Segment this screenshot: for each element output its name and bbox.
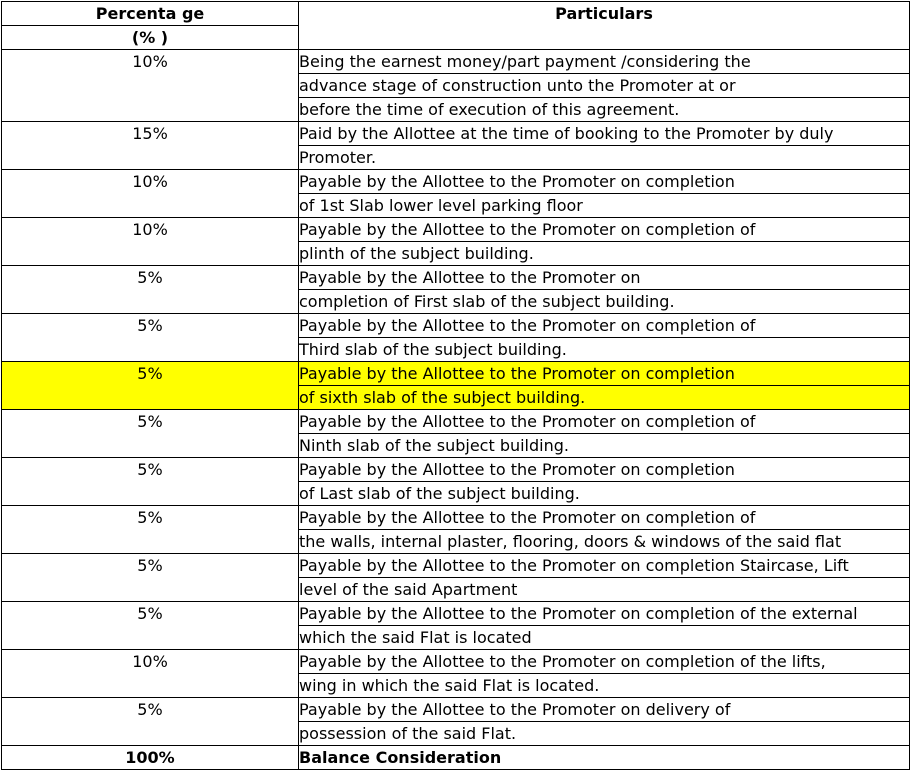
particulars-line: Payable by the Allottee to the Promoter on completion of bbox=[299, 506, 910, 530]
table-row bbox=[2, 266, 910, 290]
total-percentage: 100% bbox=[2, 746, 299, 770]
particulars-line: Payable by the Allottee to the Promoter on bbox=[299, 266, 910, 290]
particulars-line: Payable by the Allottee to the Promoter on completion of bbox=[299, 410, 910, 434]
percentage-cell: 10% bbox=[2, 650, 299, 698]
particulars-line: Payable by the Allottee to the Promoter on completion of the lifts, bbox=[299, 650, 910, 674]
particulars-line: Payable by the Allottee to the Promoter on completion bbox=[299, 458, 910, 482]
particulars-line: Payable by the Allottee to the Promoter on completion bbox=[299, 362, 910, 386]
table-row bbox=[2, 650, 910, 674]
table-row bbox=[2, 122, 910, 146]
table-row bbox=[2, 50, 910, 74]
particulars-line: Being the earnest money/part payment /considering the bbox=[299, 50, 910, 74]
particulars-line: Payable by the Allottee to the Promoter on completion of the external bbox=[299, 602, 910, 626]
particulars-line: Third slab of the subject building. bbox=[299, 338, 910, 362]
table-row bbox=[2, 314, 910, 338]
particulars-line: Payable by the Allottee to the Promoter on completion of bbox=[299, 218, 910, 242]
particulars-line: the walls, internal plaster, flooring, doors & windows of the said flat bbox=[299, 530, 910, 554]
particulars-line: Promoter. bbox=[299, 146, 910, 170]
particulars-line: Ninth slab of the subject building. bbox=[299, 434, 910, 458]
particulars-line: Payable by the Allottee to the Promoter on delivery of bbox=[299, 698, 910, 722]
particulars-line: which the said Flat is located bbox=[299, 626, 910, 650]
percentage-cell: 5% bbox=[2, 362, 299, 410]
percentage-cell: 15% bbox=[2, 122, 299, 170]
particulars-line: plinth of the subject building. bbox=[299, 242, 910, 266]
percentage-header-unit: (% ) bbox=[2, 26, 299, 50]
header-row bbox=[2, 2, 910, 26]
particulars-line: of sixth slab of the subject building. bbox=[299, 386, 910, 410]
percentage-cell: 5% bbox=[2, 554, 299, 602]
table-row bbox=[2, 218, 910, 242]
table-row bbox=[2, 170, 910, 194]
payment-schedule-table bbox=[1, 1, 910, 770]
particulars-line: of Last slab of the subject building. bbox=[299, 482, 910, 506]
table-row bbox=[2, 698, 910, 722]
particulars-line: Payable by the Allottee to the Promoter on completion Staircase, Lift bbox=[299, 554, 910, 578]
percentage-cell: 5% bbox=[2, 458, 299, 506]
particulars-line: Payable by the Allottee to the Promoter on completion of bbox=[299, 314, 910, 338]
total-row bbox=[2, 746, 910, 770]
particulars-header: Particulars bbox=[299, 2, 910, 50]
percentage-cell: 5% bbox=[2, 506, 299, 554]
table-row bbox=[2, 362, 910, 386]
particulars-line: of 1st Slab lower level parking floor bbox=[299, 194, 910, 218]
percentage-cell: 5% bbox=[2, 314, 299, 362]
percentage-cell: 10% bbox=[2, 218, 299, 266]
particulars-line: wing in which the said Flat is located. bbox=[299, 674, 910, 698]
table-row bbox=[2, 458, 910, 482]
percentage-cell: 5% bbox=[2, 266, 299, 314]
percentage-cell: 10% bbox=[2, 170, 299, 218]
table-row bbox=[2, 410, 910, 434]
particulars-line: Payable by the Allottee to the Promoter on completion bbox=[299, 170, 910, 194]
percentage-cell: 5% bbox=[2, 410, 299, 458]
particulars-line: possession of the said Flat. bbox=[299, 722, 910, 746]
particulars-line: level of the said Apartment bbox=[299, 578, 910, 602]
table-row bbox=[2, 554, 910, 578]
percentage-cell: 5% bbox=[2, 602, 299, 650]
particulars-line: Paid by the Allottee at the time of booking to the Promoter by duly bbox=[299, 122, 910, 146]
table-row bbox=[2, 506, 910, 530]
percentage-header: Percenta ge bbox=[2, 2, 299, 26]
percentage-cell: 10% bbox=[2, 50, 299, 122]
particulars-line: advance stage of construction unto the Promoter at or bbox=[299, 74, 910, 98]
balance-consideration-label: Balance Consideration bbox=[299, 746, 910, 770]
percentage-cell: 5% bbox=[2, 698, 299, 746]
table-row bbox=[2, 602, 910, 626]
particulars-line: before the time of execution of this agreement. bbox=[299, 98, 910, 122]
particulars-line: completion of First slab of the subject building. bbox=[299, 290, 910, 314]
